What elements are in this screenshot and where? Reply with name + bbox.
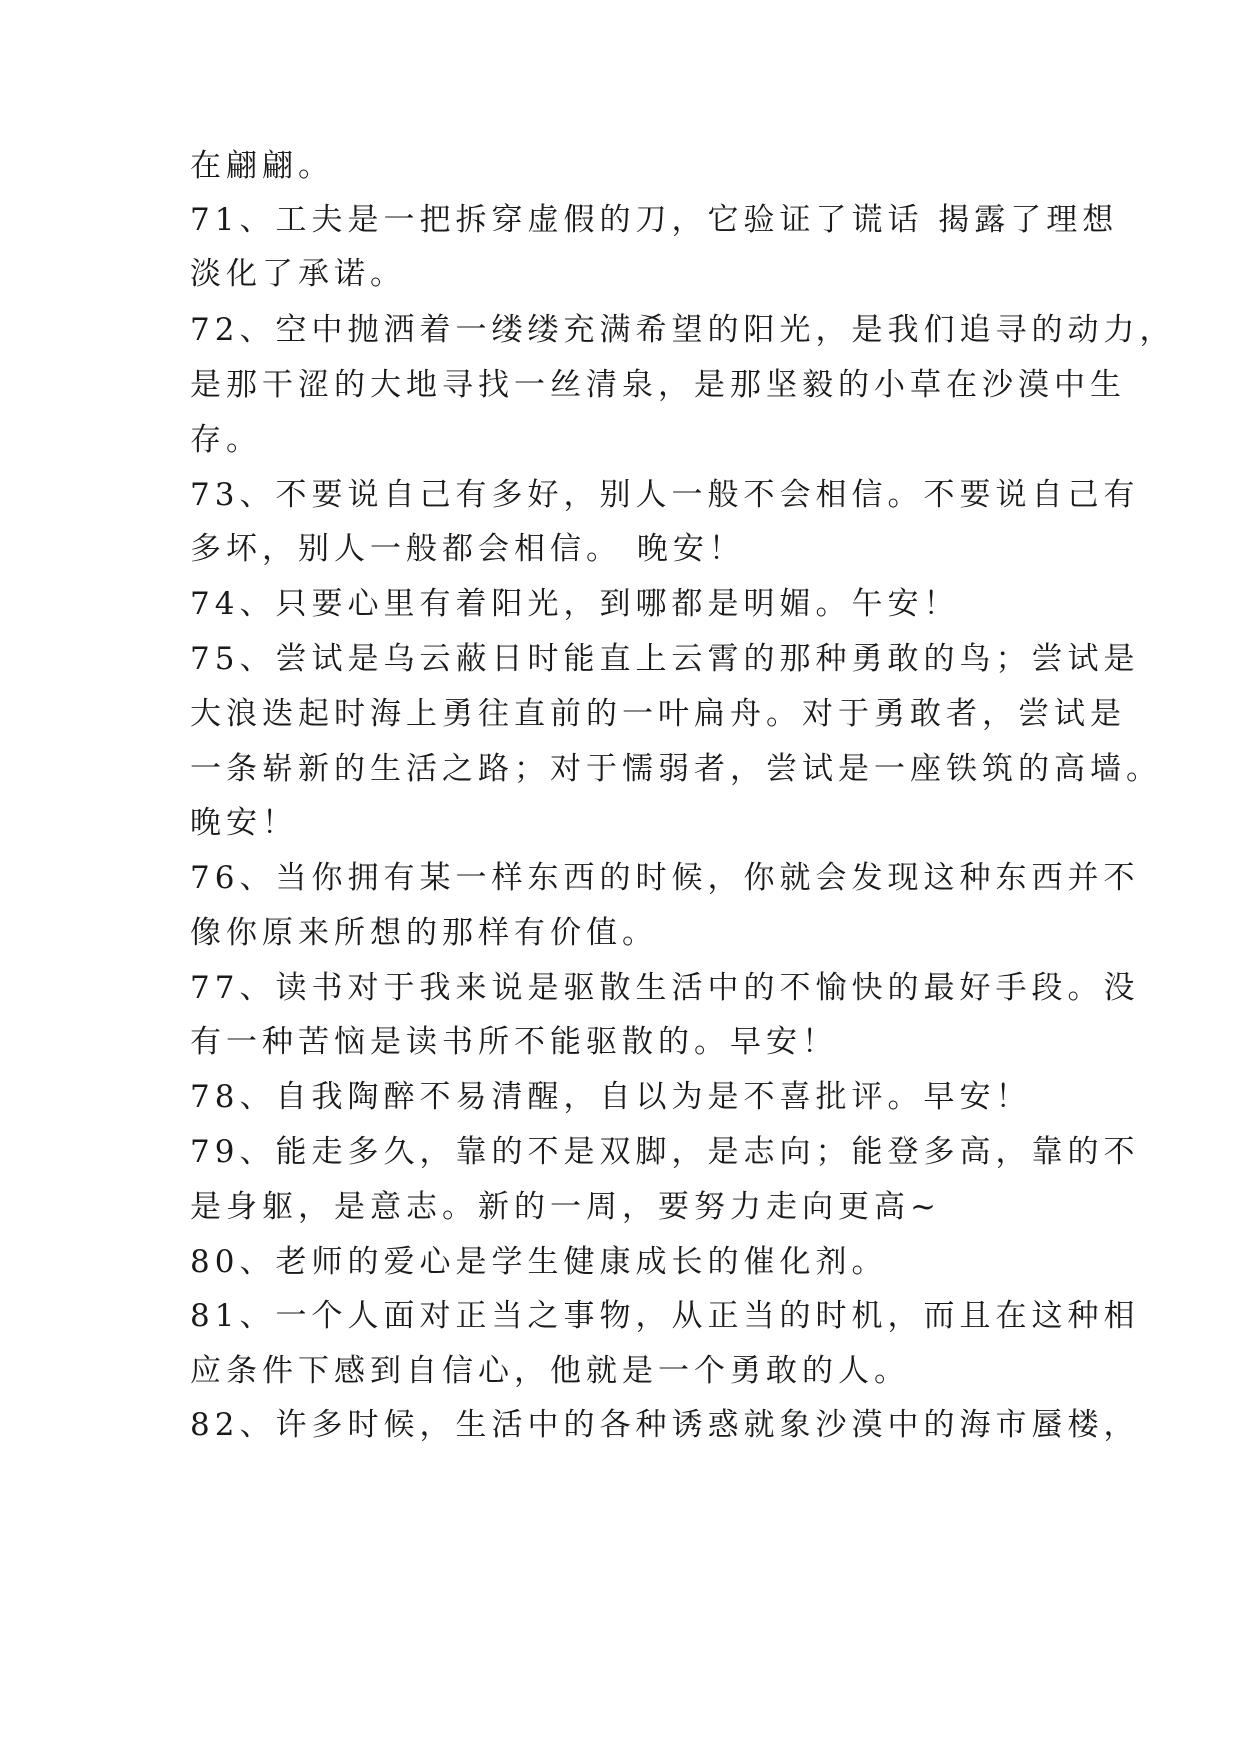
- text-line: 75、尝试是乌云蔽日时能直上云霄的那种勇敢的鸟；尝试是: [190, 641, 1140, 677]
- text-line: 72、空中抛洒着一缕缕充满希望的阳光，是我们追寻的动力，: [190, 312, 1176, 348]
- text-line: 是那干涩的大地寻找一丝清泉，是那坚毅的小草在沙漠中生: [190, 367, 1126, 403]
- text-line: 存。: [190, 422, 262, 458]
- text-line: 82、许多时候，生活中的各种诱惑就象沙漠中的海市蜃楼，: [190, 1407, 1140, 1443]
- text-line: 77、读书对于我来说是驱散生活中的不愉快的最好手段。没: [190, 970, 1140, 1006]
- text-line: 应条件下感到自信心，他就是一个勇敢的人。: [190, 1353, 910, 1389]
- text-line: 79、能走多久，靠的不是双脚，是志向；能登多高，靠的不: [190, 1134, 1140, 1170]
- text-line: 在翩翩。: [190, 148, 334, 184]
- text-line: 74、只要心里有着阳光，到哪都是明媚。午安！: [190, 586, 960, 622]
- text-line: 像你原来所想的那样有价值。: [190, 915, 658, 951]
- text-line: 76、当你拥有某一样东西的时候，你就会发现这种东西并不: [190, 860, 1140, 896]
- text-line: 大浪迭起时海上勇往直前的一叶扁舟。对于勇敢者，尝试是: [190, 696, 1126, 732]
- text-line: 81、一个人面对正当之事物，从正当的时机，而且在这种相: [190, 1298, 1140, 1334]
- text-line: 淡化了承诺。: [190, 256, 406, 292]
- text-line: 73、不要说自己有多好，别人一般不会相信。不要说自己有: [190, 477, 1140, 513]
- text-line: 80、老师的爱心是学生健康成长的催化剂。: [190, 1244, 888, 1280]
- text-line: 是身躯，是意志。新的一周，要努力走向更高~: [190, 1189, 941, 1225]
- text-line: 78、自我陶醉不易清醒，自以为是不喜批评。早安！: [190, 1079, 1032, 1115]
- text-line: 晚安！: [190, 805, 298, 841]
- text-line: 一条崭新的生活之路；对于懦弱者，尝试是一座铁筑的高墙。: [190, 751, 1162, 787]
- text-line: 71、工夫是一把拆穿虚假的刀，它验证了谎话 揭露了理想: [190, 202, 1119, 238]
- text-line: 有一种苦恼是读书所不能驱散的。早安！: [190, 1024, 838, 1060]
- text-line: 多坏，别人一般都会相信。 晚安！: [190, 531, 745, 567]
